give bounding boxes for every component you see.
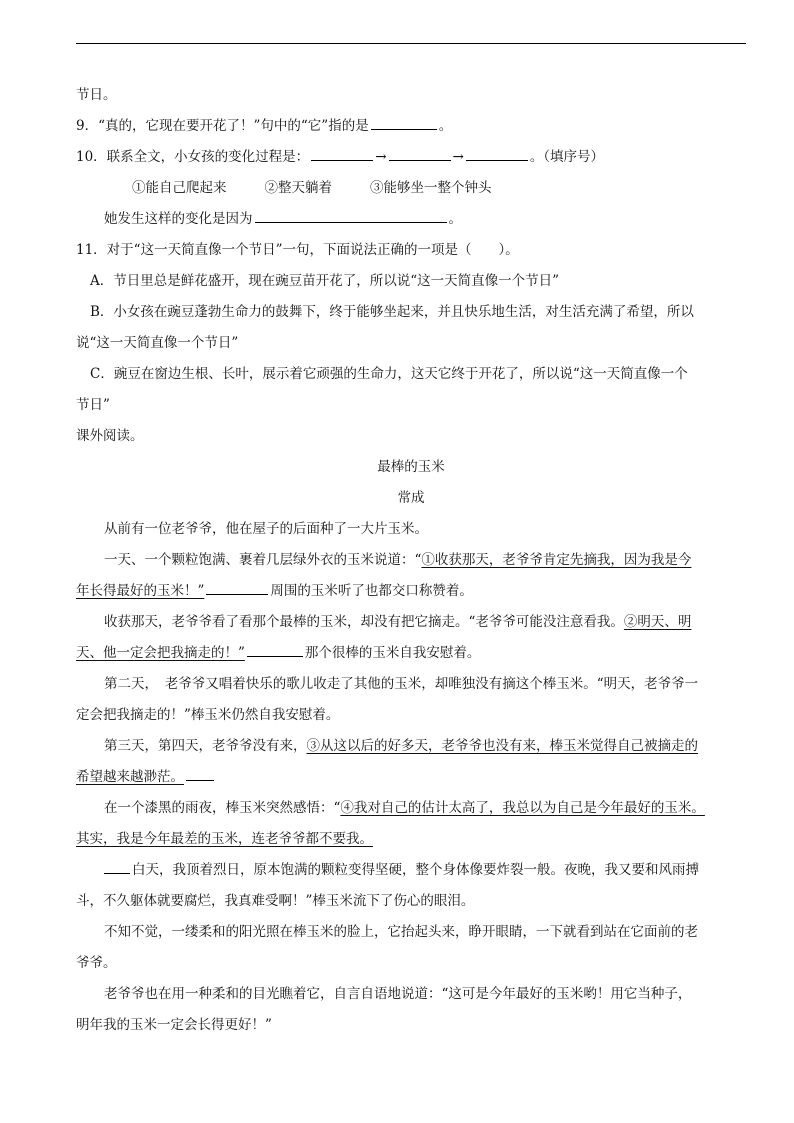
paragraph (76, 793, 746, 824)
arrow: → (452, 149, 464, 165)
paragraph-cont: 定会把我摘走的！”棒玉米仍然自我安慰着。 (76, 707, 340, 723)
answer-blank-10-reason[interactable] (255, 210, 447, 223)
paragraph-cont (76, 638, 746, 669)
story-title: 最棒的玉米 (377, 459, 445, 475)
paragraph-cont (76, 576, 746, 607)
section-label: 课外阅读。 (76, 428, 144, 444)
paragraph: 老爷爷也在用一种柔和的目光瞧着它，自言自语地说道：“这可是今年最好的玉米哟！用它当种子， (104, 986, 692, 1002)
question-10-text: 10．联系全文，小女孩的变化过程是： (76, 149, 310, 165)
choice-c-cont: 节日” (76, 397, 110, 413)
underlined-sentence-3: ③从这以后的好多天，老爷爷也没有来，棒玉米觉得自己被摘走的 (306, 738, 698, 754)
reason-text: 她发生这样的变化是因为 (104, 211, 253, 227)
underlined-sentence-2: ②明天、明 (623, 614, 692, 630)
paragraph (76, 607, 746, 638)
paragraph-cont (76, 762, 746, 793)
question-9-text: 9．“真的，它现在要开花了！”句中的“它”指的是 (76, 118, 369, 134)
answer-blank-10-3[interactable] (466, 148, 528, 161)
choice-c: C．豌豆在窗边生根、长叶，展示着它顽强的生命力，这天它终于开花了，所以说“这一天简直像一个 (90, 366, 688, 382)
paragraph: 第二天， 老爷爷又唱着快乐的歌儿收走了其他的玉米，却唯独没有摘这个棒玉米。“明天，老爷爷一 (104, 676, 699, 692)
question-9-end: 。 (438, 118, 453, 134)
paragraph-cont (76, 824, 746, 855)
paragraph-text: 第三天，第四天，老爷爷没有来， (104, 738, 307, 754)
question-11: 11．对于“这一天简直像一个节日”一句，下面说法正确的一项是（ ）。 (76, 242, 519, 258)
paragraph-text: 白天，我顶着烈日，原本饱满的颗粒变得坚硬，整个身体像要炸裂一般。夜晚，我又要和风雨搏 (132, 862, 699, 878)
question-10-options (76, 173, 746, 204)
paragraph-text: 周围的玉米听了也都交口称赞着。 (270, 583, 473, 599)
underlined-sentence-3-cont: 希望越来越渺茫。 (76, 769, 184, 785)
paragraph-cont: 爷爷。 (76, 955, 117, 971)
option-1: ①能自己爬起来 (132, 180, 227, 196)
paragraph-cont: 明年我的玉米一定会长得更好！” (76, 1017, 272, 1033)
underlined-sentence-2-cont: 天、他一定会把我摘走的！” (76, 645, 245, 661)
paragraph: 从前有一位老爷爷，他在屋子的后面种了一大片玉米。 (104, 521, 428, 537)
paragraph (76, 731, 746, 762)
header-rule (76, 43, 746, 44)
question-10-reason (76, 204, 746, 235)
option-3: ③能够坐一整个钟头 (370, 180, 492, 196)
question-10 (76, 142, 746, 173)
answer-blank-4[interactable] (104, 861, 130, 874)
choice-a: A．节日里总是鲜花盛开，现在豌豆苗开花了，所以说“这一天简直像一个节日” (90, 273, 560, 289)
question-9 (76, 111, 746, 142)
question-10-end: 。（填序号） (529, 149, 605, 165)
answer-blank-3[interactable] (186, 768, 214, 781)
underlined-sentence-1-cont: 年长得最好的玉米！” (76, 583, 205, 599)
paragraph-cont: 斗，不久躯体就要腐烂，我真难受啊！”棒玉米流下了伤心的眼泪。 (76, 893, 475, 909)
answer-blank-10-2[interactable] (389, 148, 451, 161)
paragraph: 不知不觉，一缕柔和的阳光照在棒玉米的脸上，它抬起头来，睁开眼睛，一下就看到站在它面前的老 (104, 924, 698, 940)
story-author: 常成 (397, 490, 425, 506)
worksheet-page (76, 80, 746, 1041)
choice-b: B．小女孩在豌豆蓬勃生命力的鼓舞下，终于能够坐起来，并且快乐地生活，对生活充满了希望，所以 (90, 304, 694, 320)
text-line: 节日。 (76, 87, 117, 103)
underlined-sentence-4: ④我对自己的估计太高了，我总以为自己是今年最好的玉米。 (340, 800, 705, 816)
paragraph (76, 855, 746, 886)
answer-blank-10-1[interactable] (311, 148, 373, 161)
answer-blank-9[interactable] (371, 117, 437, 130)
paragraph-text: 收获那天，老爷爷看了看那个最棒的玉米，却没有把它摘走。“老爷爷可能没注意看我。 (104, 614, 624, 630)
choice-b-cont: 说“这一天简直像一个节日” (76, 335, 239, 351)
paragraph-text: 那个很棒的玉米自我安慰着。 (304, 645, 481, 661)
paragraph-text: 在一个漆黑的雨夜，棒玉米突然感悟：“ (104, 800, 341, 816)
reason-end: 。 (448, 211, 462, 227)
answer-blank-2[interactable] (247, 644, 303, 657)
underlined-sentence-1: ①收获那天，老爷爷肯定先摘我，因为我是今 (421, 552, 692, 568)
paragraph (76, 545, 746, 576)
arrow: → (375, 149, 387, 165)
answer-blank-1[interactable] (206, 582, 268, 595)
underlined-sentence-4-cont: 其实，我是今年最差的玉米，连老爷爷都不要我。 (76, 831, 373, 847)
paragraph-text: 一天、一个颗粒饱满、裹着几层绿外衣的玉米说道：“ (104, 552, 422, 568)
option-2: ②整天躺着 (264, 180, 332, 196)
